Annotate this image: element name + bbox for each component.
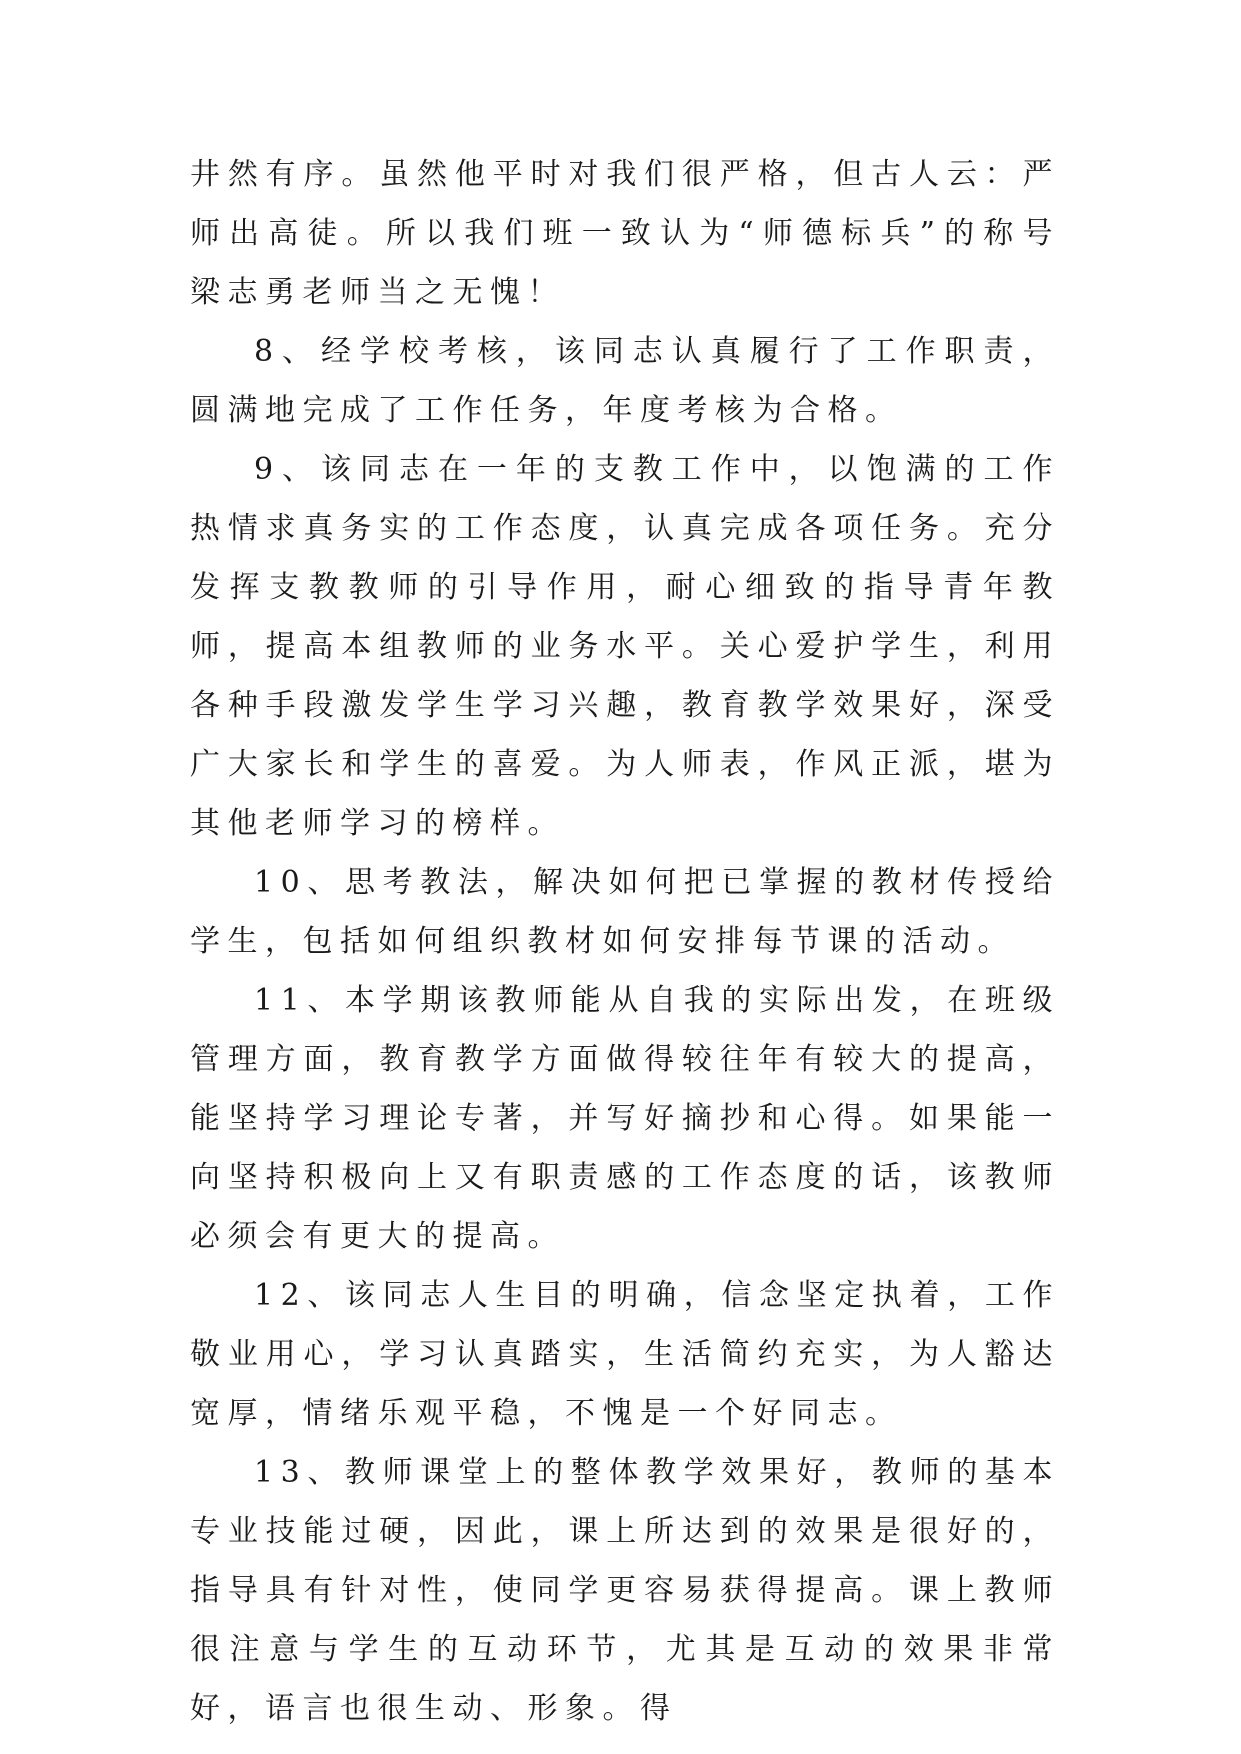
paragraph-item-10: 10、思考教法，解决如何把已掌握的教材传授给学生，包括如何组织教材如何安排每节课的活动。 — [190, 865, 1060, 959]
paragraph-item-11: 11、本学期该教师能从自我的实际出发，在班级管理方面，教育教学方面做得较往年有较大的提高，能坚持学习理论专著，并写好摘抄和心得。如果能一向坚持积极向上又有职责感的工作态度的话，该教师必须会有更大的提高。 — [190, 983, 1060, 1254]
document-body — [190, 145, 1060, 1738]
paragraph-item-8: 8、经学校考核，该同志认真履行了工作职责，圆满地完成了工作任务，年度考核为合格。 — [190, 334, 1060, 428]
paragraph-item-12: 12、该同志人生目的明确，信念坚定执着，工作敬业用心，学习认真踏实，生活简约充实，为人豁达宽厚，情绪乐观平稳，不愧是一个好同志。 — [190, 1278, 1060, 1431]
paragraph-item-13: 13、教师课堂上的整体教学效果好，教师的基本专业技能过硬，因此，课上所达到的效果是很好的，指导具有针对性，使同学更容易获得提高。课上教师很注意与学生的互动环节，尤其是互动的效果非常好，语言也很生动、形象。得 — [190, 1455, 1060, 1726]
paragraph-item-9: 9、该同志在一年的支教工作中，以饱满的工作热情求真务实的工作态度，认真完成各项任务。充分发挥支教教师的引导作用，耐心细致的指导青年教师，提高本组教师的业务水平。关心爱护学生，利用各种手段激发学生学习兴趣，教育教学效果好，深受广大家长和学生的喜爱。为人师表，作风正派，堪为其他老师学习的榜样。 — [190, 452, 1060, 841]
paragraph-intro-continuation: 井然有序。虽然他平时对我们很严格，但古人云：严师出高徒。所以我们班一致认为“师德标兵”的称号梁志勇老师当之无愧！ — [190, 157, 1060, 310]
